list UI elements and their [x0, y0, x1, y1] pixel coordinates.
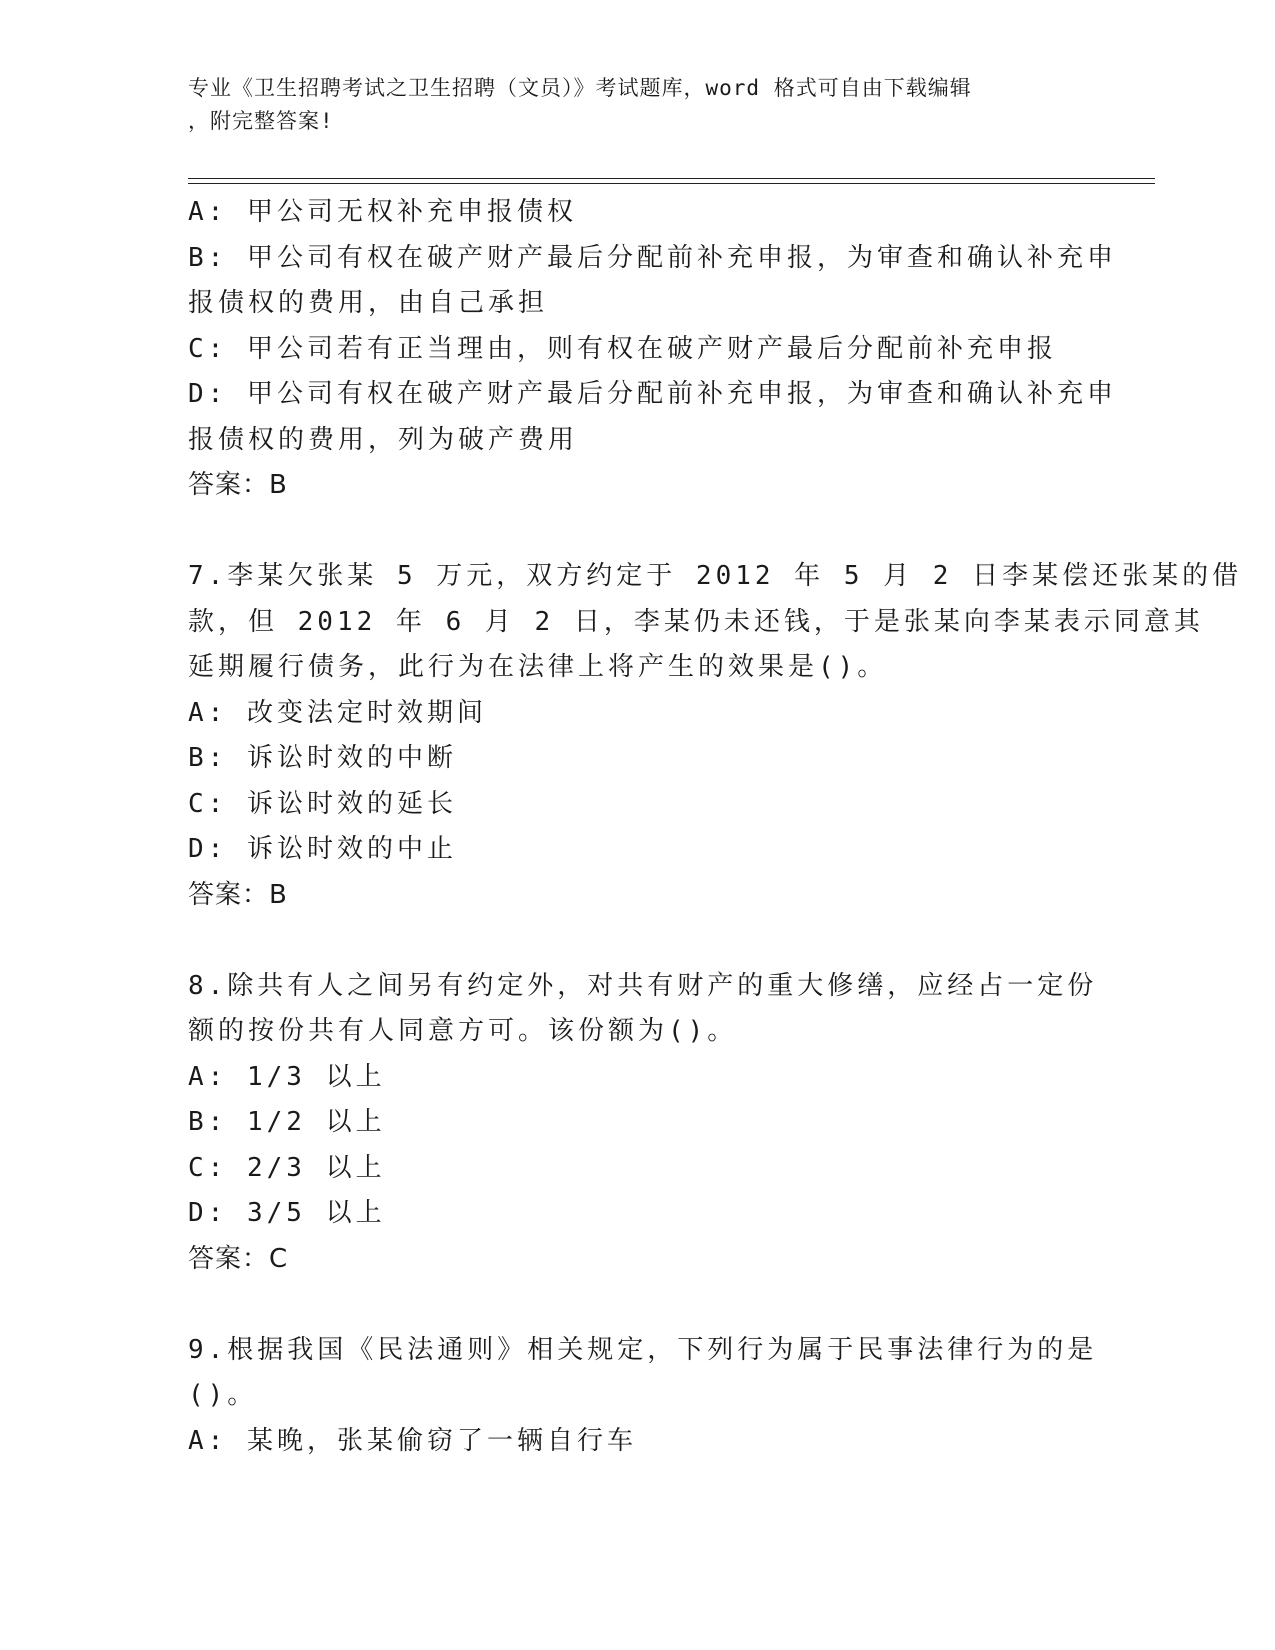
q8-stem-line-1: 8.除共有人之间另有约定外，对共有财产的重大修缮，应经占一定份 — [188, 970, 1098, 1001]
q7-option-d: D: 诉讼时效的中止 — [188, 834, 457, 864]
question-9 — [188, 1328, 1098, 1465]
q8-option-a: A: 1/3 以上 — [188, 1061, 386, 1092]
spacer — [188, 918, 1088, 964]
q7-option-a: A: 改变法定时效期间 — [188, 697, 487, 728]
q6-option-d-line-1: D: 甲公司有权在破产财产最后分配前补充申报，为审查和确认补充申 — [188, 379, 1117, 409]
q6-option-a: A: 甲公司无权补充申报债权 — [188, 197, 577, 227]
q6-option-b-line-2: 报债权的费用，由自己承担 — [188, 288, 549, 318]
document-header — [188, 72, 1088, 138]
q7-option-b: B: 诉讼时效的中断 — [188, 743, 457, 773]
q8-option-d: D: 3/5 以上 — [188, 1198, 386, 1228]
q7-stem-line-1: 7.李某欠张某 5 万元，双方约定于 2012 年 5 月 2 日李某偿还张某的借 — [188, 561, 1243, 591]
question-list — [188, 190, 1243, 1464]
q7-stem-line-2: 款，但 2012 年 6 月 2 日，李某仍未还钱，于是张某向李某表示同意其 — [188, 606, 1204, 637]
q7-option-c: C: 诉讼时效的延长 — [188, 788, 457, 819]
q9-option-a: A: 某晚，张某偷窃了一辆自行车 — [188, 1425, 637, 1456]
question-7 — [188, 554, 1243, 918]
spacer — [188, 509, 1088, 555]
q6-option-c: C: 甲公司若有正当理由，则有权在破产财产最后分配前补充申报 — [188, 333, 1057, 364]
header-line-1: 专业《卫生招聘考试之卫生招聘（文员）》考试题库，word 格式可自由下载编辑 — [188, 76, 972, 100]
q8-answer: 答案：C — [188, 1243, 289, 1274]
q6-answer: 答案：B — [188, 470, 288, 500]
header-divider — [188, 178, 1155, 184]
question-8 — [188, 964, 1098, 1283]
q6-option-d-line-2: 报债权的费用，列为破产费用 — [188, 424, 579, 455]
header-line-2: ，附完整答案! — [188, 109, 334, 133]
q7-answer: 答案：B — [188, 879, 288, 910]
q9-stem-line-2: ()。 — [188, 1380, 258, 1410]
q8-option-b: B: 1/2 以上 — [188, 1107, 386, 1137]
q8-stem-line-2: 额的按份共有人同意方可。该份额为()。 — [188, 1016, 738, 1046]
q8-option-c: C: 2/3 以上 — [188, 1152, 386, 1183]
q6-option-b-line-1: B: 甲公司有权在破产财产最后分配前补充申报，为审查和确认补充申 — [188, 242, 1117, 273]
question-6 — [188, 190, 1117, 509]
q9-stem-line-1: 9.根据我国《民法通则》相关规定，下列行为属于民事法律行为的是 — [188, 1334, 1098, 1365]
spacer — [188, 1282, 1088, 1328]
q7-stem-line-3: 延期履行债务，此行为在法律上将产生的效果是()。 — [188, 652, 888, 682]
